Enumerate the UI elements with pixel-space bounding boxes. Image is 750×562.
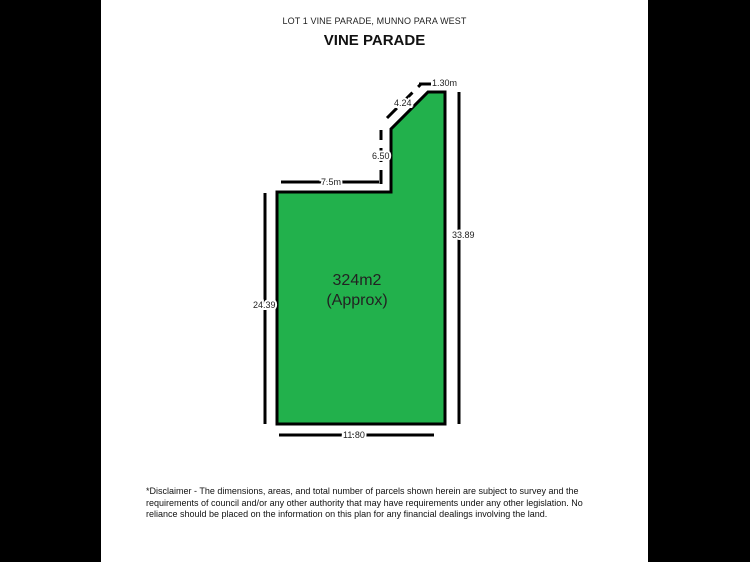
disclaimer-text: *Disclaimer - The dimensions, areas, and total number of parcels shown herein are subject to survey and the requirements of council and/or any other authority that may have requirements under any other legislation. No reliance should be placed on the information on this plan for any financial dealings involving the land.	[146, 486, 583, 519]
area-label: 324m2	[332, 272, 382, 289]
lot-boundary	[277, 92, 445, 424]
dimension-label-notch: 6.50	[372, 151, 390, 161]
area-approx-label: (Approx)	[326, 292, 388, 309]
dimension-label-top: 1.30m	[432, 78, 458, 88]
dimension-label-top-left: 7.5m	[321, 177, 342, 187]
dimension-label-bottom: 11.80	[343, 430, 365, 440]
site-plan-page	[101, 0, 648, 562]
lot-plan-drawing	[101, 0, 648, 480]
plan-subtitle: LOT 1 VINE PARADE, MUNNO PARA WEST	[282, 16, 467, 26]
street-title: VINE PARADE	[323, 32, 426, 49]
dimension-label-diagonal: 4.24	[394, 98, 412, 108]
dimension-label-right: 33.89	[452, 230, 475, 240]
dimension-label-left: 24.39	[253, 300, 276, 310]
